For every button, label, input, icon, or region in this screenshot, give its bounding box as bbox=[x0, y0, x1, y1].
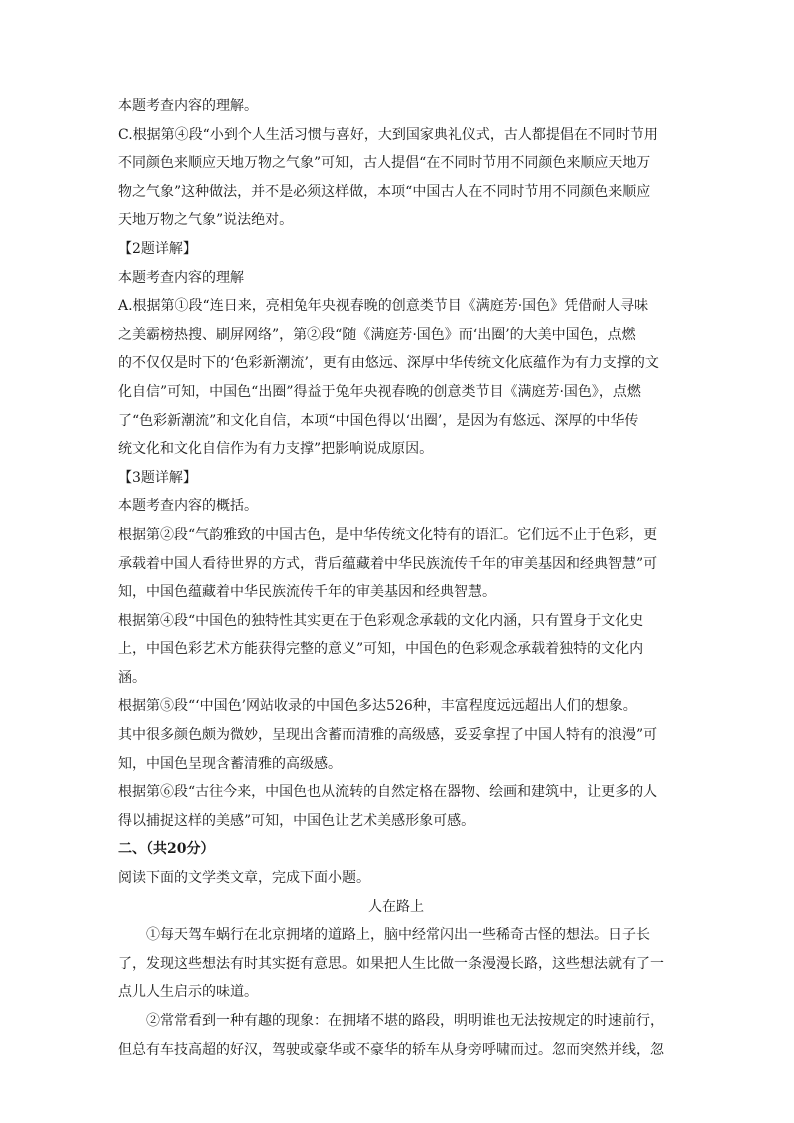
text-line: 统文化和文化自信作为有力支撑”把影响说成原因。 bbox=[118, 441, 434, 458]
text-line: 本题考查内容的理解。 bbox=[118, 98, 258, 114]
section-heading: 【2题详解】 bbox=[118, 240, 197, 257]
instruction-text: 阅读下面的文学类文章，完成下面小题。 bbox=[118, 870, 370, 887]
text-line: 根据第②段“气韵雅致的中国古色，是中华传统文化特有的语汇。它们远不止于色彩，更 bbox=[118, 526, 658, 543]
text-line: 物之气象”这种做法，并不是必须这样做，本项“中国古人在不同时节用不同颜色来顺应 bbox=[118, 183, 651, 200]
text-line: 天地万物之气象”说法绝对。 bbox=[118, 212, 294, 229]
text-line: C.根据第④段“小到个人生活习惯与喜好，大到国家典礼仪式，古人都提倡在不同时节用 bbox=[118, 126, 658, 143]
text-line: 了“色彩新潮流”和文化自信，本项“中国色得以‘出圈’，是因为有悠远、深厚的中华传 bbox=[118, 412, 639, 429]
article-paragraph-line: ②常常看到一种有趣的现象：在拥堵不堪的路段，明明谁也无法按规定的时速前行， bbox=[146, 1013, 664, 1029]
text-line: 之美霸榜热搜、刷屏网络”，第②段“随《满庭芳·国色》而‘出圈’的大美中国色，点燃 bbox=[118, 326, 636, 343]
text-line: 本题考查内容的理解 bbox=[118, 269, 244, 286]
article-paragraph-line: ①每天驾车蜗行在北京拥堵的道路上，脑中经常闪出一些稀奇古怪的想法。日子长 bbox=[146, 927, 650, 944]
text-line: 本题考查内容的概括。 bbox=[118, 498, 258, 515]
text-line: 知，中国色呈现含蓄清雅的高级感。 bbox=[118, 755, 342, 772]
section-heading: 【3题详解】 bbox=[118, 469, 197, 486]
article-paragraph-line: 但总有车技高超的好汉，驾驶或豪华或不豪华的轿车从身旁呼啸而过。忽而突然并线，忽 bbox=[118, 1041, 664, 1058]
text-line: 知，中国色蕴藏着中华民族流传千年的审美基因和经典智慧。 bbox=[118, 584, 496, 601]
article-paragraph-line: 了，发现这些想法有时其实挺有意思。如果把人生比做一条漫漫长路，这些想法就有了一 bbox=[118, 955, 664, 972]
text-line: 根据第⑤段“‘中国色’网站收录的中国色多达526种，丰富程度远远超出人们的想象。 bbox=[118, 698, 637, 715]
text-line: 上，中国色彩艺术方能获得完整的意义”可知，中国色的色彩观念承载着独特的文化内 bbox=[118, 641, 644, 658]
article-title: 人在路上 bbox=[368, 898, 424, 915]
text-line: 承载着中国人看待世界的方式，背后蕴藏着中华民族流传千年的审美基因和经典智慧”可 bbox=[118, 555, 658, 572]
text-line: 根据第⑥段“古往今来，中国色也从流转的自然定格在器物、绘画和建筑中，让更多的人 bbox=[118, 784, 658, 801]
part-heading: 二、（共20分） bbox=[118, 841, 215, 858]
article-paragraph-line: 点儿人生启示的味道。 bbox=[118, 984, 258, 1001]
document-page bbox=[118, 92, 674, 1064]
text-line: 根据第④段“中国色的独特性其实更在于色彩观念承载的文化内涵，只有置身于文化史 bbox=[118, 612, 644, 629]
text-line: 不同颜色来顺应天地万物之气象”可知，古人提倡“在不同时节用不同颜色来顺应天地万 bbox=[118, 155, 651, 172]
text-line: 的不仅仅是时下的‘色彩新潮流’，更有由悠远、深厚中华传统文化底蕴作为有力支撑的文 bbox=[118, 355, 659, 372]
text-line: A.根据第①段“连日来，亮相兔年央视春晚的创意类节目《满庭芳·国色》凭借耐人寻味 bbox=[118, 298, 649, 315]
text-line: 涵。 bbox=[118, 669, 146, 686]
text-line: 其中很多颜色颇为微妙，呈现出含蓄而清雅的高级感，妥妥拿捏了中国人特有的浪漫”可 bbox=[118, 727, 658, 744]
text-line: 得以捕捉这样的美感”可知，中国色让艺术美感形象可感。 bbox=[118, 812, 476, 829]
text-line: 化自信”可知，中国色“出圈”得益于兔年央视春晚的创意类节目《满庭芳·国色》，点燃 bbox=[118, 383, 641, 400]
